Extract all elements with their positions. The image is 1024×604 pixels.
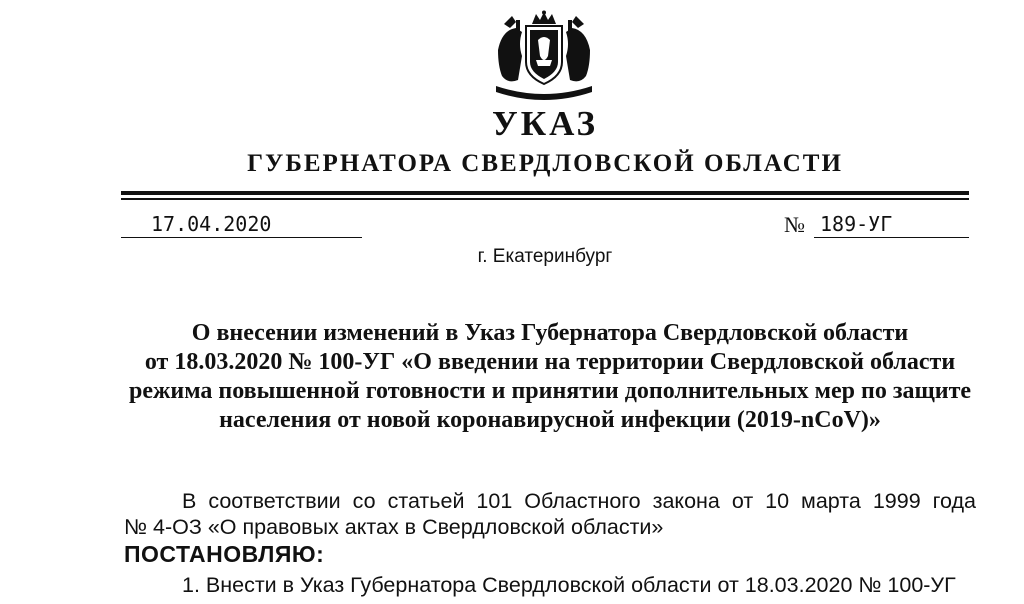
decree-title xyxy=(80,319,1020,435)
coat-of-arms-icon xyxy=(488,10,600,102)
document-type-title: УКАЗ xyxy=(492,104,598,143)
decree-number: 189-УГ xyxy=(814,212,969,238)
decree-title-line: от 18.03.2020 № 100-УГ «О введении на территории Свердловской области xyxy=(144,349,956,375)
header-rule-thin xyxy=(121,198,969,200)
decree-number-label: № xyxy=(784,212,805,237)
issuer-title: ГУБЕРНАТОРА СВЕРДЛОВСКОЙ ОБЛАСТИ xyxy=(247,150,843,177)
decree-title-line: населения от новой коронавирусной инфекции (2019-nCoV)» xyxy=(219,407,881,433)
resolve-heading: ПОСТАНОВЛЯЮ: xyxy=(124,541,325,567)
decree-date: 17.04.2020 xyxy=(121,212,362,238)
header-rule-thick xyxy=(121,191,969,195)
decree-item-1: 1. Внести в Указ Губернатора Свердловской области от 18.03.2020 № 100-УГ xyxy=(182,573,956,597)
decree-title-line: режима повышенной готовности и принятии дополнительных мер по защите xyxy=(128,378,972,404)
preamble-line: В соответствии со статьей 101 Областного закона от 10 марта 1999 года xyxy=(182,489,976,513)
preamble-line: № 4-ОЗ «О правовых актах в Свердловской области» xyxy=(124,515,664,539)
decree-title-line: О внесении изменений в Указ Губернатора Свердловской области xyxy=(191,320,909,346)
city-of-issue: г. Екатеринбург xyxy=(477,246,613,267)
preamble-paragraph xyxy=(124,488,976,540)
